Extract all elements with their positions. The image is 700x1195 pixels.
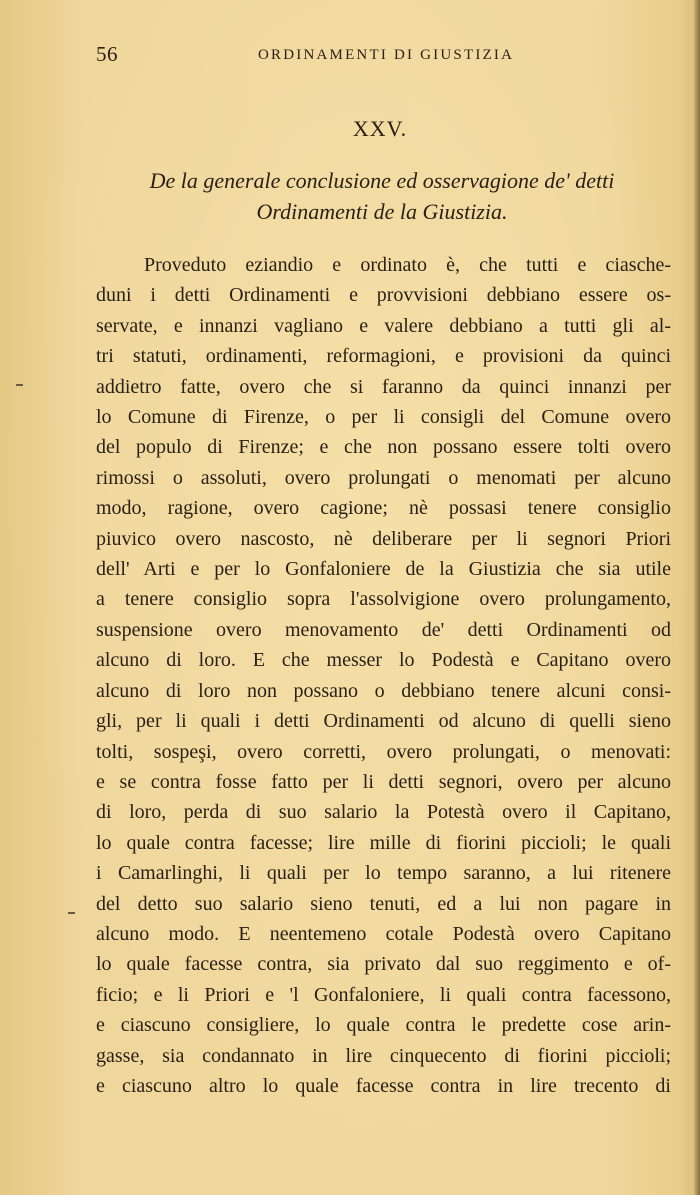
text-line: piuvico overo nascosto, nè deliberare per li segnori Priori — [96, 527, 671, 550]
text-line: e se contra fosse fatto per li detti segnori, overo per alcuno — [96, 770, 671, 793]
text-line: lo Comune di Firenze, o per li consigli del Comune overo — [96, 406, 671, 429]
page-number: 56 — [96, 42, 118, 66]
text-line: gasse, sia condannato in lire cinquecento di fiorini piccioli; — [96, 1044, 671, 1067]
text-line: e ciascuno consigliere, lo quale contra le predette cose arin- — [96, 1014, 671, 1037]
chapter-number: XXV. — [352, 116, 408, 141]
text-line: alcuno di loro. E che messer lo Podestà e Capitano overo — [96, 649, 671, 672]
chapter-title-line: De la generale conclusione ed osservagione de' detti — [149, 168, 615, 193]
text-line: del populo di Firenze; e che non possano essere tolti overo — [96, 436, 671, 459]
chapter-title — [96, 165, 668, 227]
text-line: tri statuti, ordinamenti, reformagioni, e provisioni da quinci — [96, 345, 671, 368]
text-line: lo quale contra facesse; lire mille di fiorini piccioli; le quali — [96, 831, 671, 854]
page-edge-shadow — [694, 0, 700, 1195]
text-line: alcuno modo. E neentemeno cotale Podestà overo Capitano — [96, 922, 671, 945]
text-line: alcuno di loro non possano o debbiano tenere alcuni consi- — [96, 679, 671, 702]
text-line: ficio; e li Priori e 'l Gonfaloniere, li quali contra facessono, — [96, 983, 671, 1006]
margin-mark — [68, 912, 75, 914]
text-line: duni i detti Ordinamenti e provvisioni debbiano essere os- — [96, 284, 671, 307]
text-line: tolti, sospeşi, overo corretti, overo prolungati, o menovati: — [96, 740, 671, 763]
text-line: suspensione overo menovamento de' detti Ordinamenti od — [96, 618, 671, 641]
text-line: modo, ragione, overo cagione; nè possasi tenere consiglio — [96, 497, 671, 520]
page-header — [96, 42, 616, 72]
body-paragraph — [96, 250, 671, 1101]
text-line: e ciascuno altro lo quale facesse contra in lire trecento di — [96, 1074, 671, 1097]
text-line: gli, per li quali i detti Ordinamenti od alcuno di quelli sieno — [96, 710, 671, 733]
text-line: Proveduto eziandio e ordinato è, che tutti e ciasche- — [144, 254, 671, 276]
text-line: lo quale facesse contra, sia privato dal suo reggimento e of- — [96, 953, 671, 976]
text-line: dell' Arti e per lo Gonfaloniere de la Giustizia che sia utile — [96, 558, 671, 581]
chapter-title-line: Ordinamenti de la Giustizia. — [256, 199, 508, 224]
text-line: addietro fatte, overo che si faranno da quinci innanzi per — [96, 375, 671, 398]
text-line: i Camarlinghi, li quali per lo tempo saranno, a lui ritenere — [96, 862, 671, 885]
text-line: a tenere consiglio sopra l'assolvigione overo prolungamento, — [96, 588, 671, 611]
text-line: di loro, perda di suo salario la Potestà overo il Capitano, — [96, 801, 671, 824]
text-line: del detto suo salario sieno tenuti, ed a lui non pagare in — [96, 892, 671, 915]
text-line: servate, e innanzi vagliano e valere debbiano a tutti gli al- — [96, 314, 671, 337]
running-title: ORDINAMENTI DI GIUSTIZIA — [258, 47, 515, 63]
margin-mark — [16, 384, 23, 386]
text-line: rimossi o assoluti, overo prolungati o menomati per alcuno — [96, 466, 671, 489]
